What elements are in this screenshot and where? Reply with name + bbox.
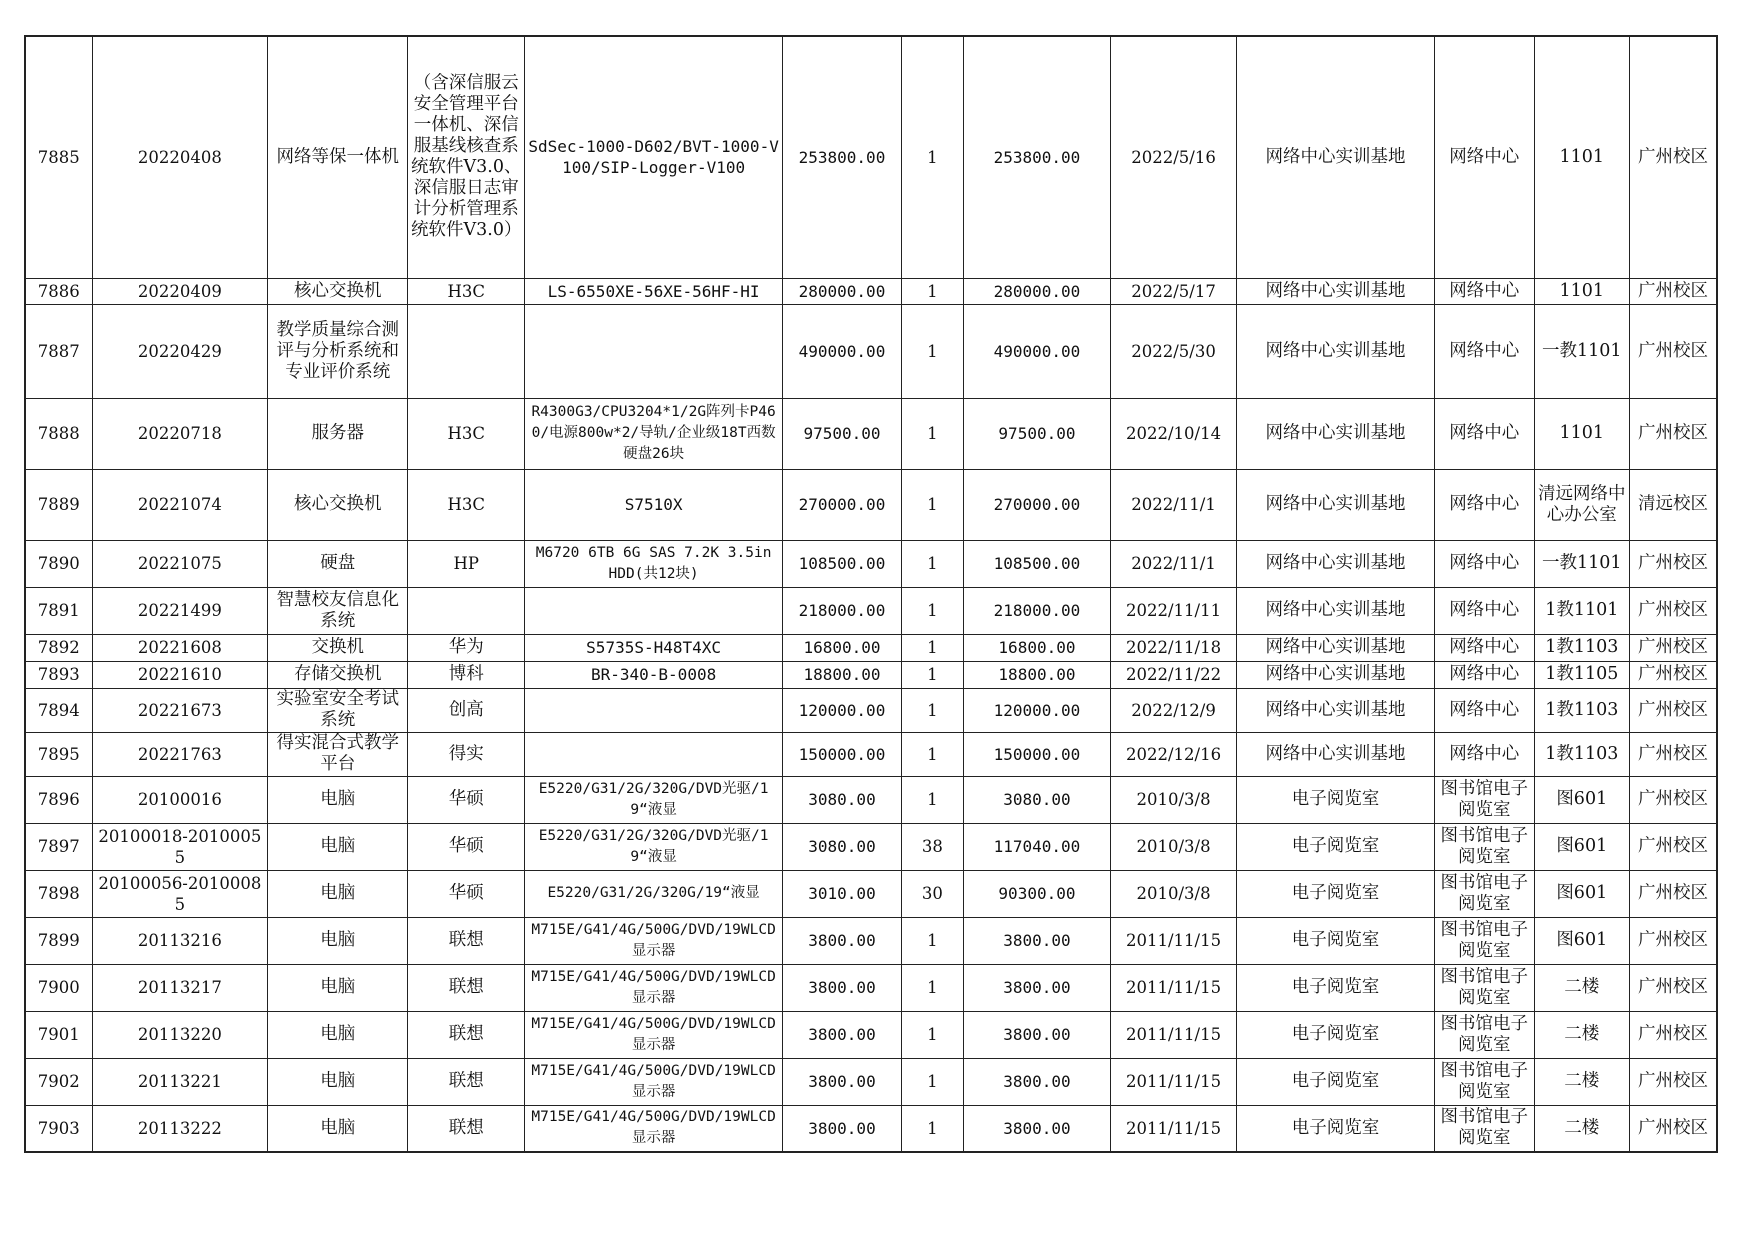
cell-qty: 1 [901,732,963,776]
cell-date: 2022/11/11 [1111,587,1237,634]
cell-no: 7900 [25,964,92,1011]
cell-price: 3800.00 [783,917,902,964]
cell-model: LS-6550XE-56XE-56HF-HI [525,278,783,304]
cell-date: 2011/11/15 [1111,917,1237,964]
asset-register-page [24,35,1718,1153]
cell-location: 网络中心实训基地 [1237,469,1435,540]
cell-date: 2011/11/15 [1111,1058,1237,1105]
cell-qty: 30 [901,870,963,917]
cell-dept: 网络中心 [1435,634,1535,661]
cell-location: 网络中心实训基地 [1237,36,1435,278]
cell-room: 二楼 [1534,964,1629,1011]
cell-asset-id: 20113222 [92,1105,268,1152]
cell-qty: 1 [901,1058,963,1105]
cell-date: 2022/10/14 [1111,398,1237,469]
cell-location: 网络中心实训基地 [1237,278,1435,304]
cell-asset-id: 20221499 [92,587,268,634]
cell-campus: 广州校区 [1630,398,1718,469]
cell-brand: 华为 [408,634,525,661]
cell-price: 253800.00 [783,36,902,278]
cell-amount: 117040.00 [963,823,1110,870]
cell-no: 7893 [25,661,92,688]
cell-brand: 联想 [408,1011,525,1058]
cell-qty: 1 [901,688,963,732]
table-row [25,661,1717,688]
cell-dept: 网络中心 [1435,304,1535,398]
table-row [25,1105,1717,1152]
cell-campus: 广州校区 [1630,587,1718,634]
cell-no: 7888 [25,398,92,469]
cell-brand: 华硕 [408,776,525,823]
cell-asset-id: 20220429 [92,304,268,398]
cell-name: 智慧校友信息化系统 [268,587,408,634]
cell-brand: 得实 [408,732,525,776]
cell-model: E5220/G31/2G/320G/DVD光驱/19“液显 [525,776,783,823]
cell-model [525,587,783,634]
cell-brand: 华硕 [408,823,525,870]
cell-no: 7895 [25,732,92,776]
cell-no: 7902 [25,1058,92,1105]
cell-brand: 联想 [408,1105,525,1152]
cell-price: 3800.00 [783,1105,902,1152]
cell-model: S5735S-H48T4XC [525,634,783,661]
cell-dept: 网络中心 [1435,587,1535,634]
cell-name: 电脑 [268,823,408,870]
cell-asset-id: 20220718 [92,398,268,469]
cell-room: 1教1103 [1534,688,1629,732]
cell-location: 电子阅览室 [1237,776,1435,823]
cell-room: 清远网络中心办公室 [1534,469,1629,540]
cell-brand: H3C [408,469,525,540]
cell-no: 7894 [25,688,92,732]
cell-brand [408,587,525,634]
cell-location: 网络中心实训基地 [1237,688,1435,732]
cell-price: 3800.00 [783,964,902,1011]
cell-campus: 广州校区 [1630,917,1718,964]
cell-price: 108500.00 [783,540,902,587]
cell-room: 一教1101 [1534,304,1629,398]
cell-date: 2022/5/16 [1111,36,1237,278]
cell-room: 1教1103 [1534,732,1629,776]
cell-no: 7892 [25,634,92,661]
cell-location: 电子阅览室 [1237,823,1435,870]
cell-campus: 清远校区 [1630,469,1718,540]
cell-location: 网络中心实训基地 [1237,634,1435,661]
cell-qty: 1 [901,964,963,1011]
cell-dept: 图书馆电子阅览室 [1435,917,1535,964]
cell-no: 7901 [25,1011,92,1058]
cell-price: 16800.00 [783,634,902,661]
table-row [25,776,1717,823]
table-row [25,870,1717,917]
cell-asset-id: 20113217 [92,964,268,1011]
cell-campus: 广州校区 [1630,1011,1718,1058]
cell-campus: 广州校区 [1630,36,1718,278]
cell-price: 280000.00 [783,278,902,304]
cell-date: 2022/11/18 [1111,634,1237,661]
cell-no: 7899 [25,917,92,964]
cell-price: 120000.00 [783,688,902,732]
cell-amount: 3800.00 [963,1011,1110,1058]
cell-asset-id: 20220408 [92,36,268,278]
cell-asset-id: 20221075 [92,540,268,587]
cell-qty: 1 [901,398,963,469]
cell-no: 7897 [25,823,92,870]
cell-amount: 150000.00 [963,732,1110,776]
table-row [25,634,1717,661]
cell-location: 网络中心实训基地 [1237,398,1435,469]
cell-room: 1101 [1534,36,1629,278]
table-row [25,398,1717,469]
cell-model: M715E/G41/4G/500G/DVD/19WLCD显示器 [525,1011,783,1058]
cell-no: 7886 [25,278,92,304]
cell-no: 7887 [25,304,92,398]
cell-amount: 280000.00 [963,278,1110,304]
cell-dept: 图书馆电子阅览室 [1435,870,1535,917]
cell-asset-id: 20100056-20100085 [92,870,268,917]
cell-no: 7903 [25,1105,92,1152]
cell-model: R4300G3/CPU3204*1/2G阵列卡P460/电源800w*2/导轨/企业级18T西数硬盘26块 [525,398,783,469]
cell-no: 7889 [25,469,92,540]
cell-brand: 创高 [408,688,525,732]
cell-model [525,732,783,776]
table-row [25,1011,1717,1058]
cell-model [525,688,783,732]
cell-model: M715E/G41/4G/500G/DVD/19WLCD显示器 [525,1058,783,1105]
cell-campus: 广州校区 [1630,732,1718,776]
cell-qty: 1 [901,304,963,398]
cell-date: 2022/11/1 [1111,469,1237,540]
cell-campus: 广州校区 [1630,634,1718,661]
cell-location: 电子阅览室 [1237,1011,1435,1058]
cell-amount: 490000.00 [963,304,1110,398]
table-row [25,36,1717,278]
cell-price: 3080.00 [783,823,902,870]
cell-name: 服务器 [268,398,408,469]
cell-location: 网络中心实训基地 [1237,661,1435,688]
cell-location: 电子阅览室 [1237,1105,1435,1152]
cell-campus: 广州校区 [1630,278,1718,304]
cell-model: E5220/G31/2G/320G/DVD光驱/19“液显 [525,823,783,870]
cell-name: 教学质量综合测评与分析系统和专业评价系统 [268,304,408,398]
cell-room: 1教1103 [1534,634,1629,661]
cell-price: 270000.00 [783,469,902,540]
cell-room: 1101 [1534,278,1629,304]
cell-amount: 3800.00 [963,1058,1110,1105]
cell-room: 一教1101 [1534,540,1629,587]
cell-qty: 1 [901,540,963,587]
cell-dept: 网络中心 [1435,398,1535,469]
asset-table-body [25,36,1717,1152]
cell-date: 2011/11/15 [1111,1105,1237,1152]
cell-no: 7890 [25,540,92,587]
cell-amount: 120000.00 [963,688,1110,732]
cell-campus: 广州校区 [1630,540,1718,587]
cell-date: 2010/3/8 [1111,870,1237,917]
cell-location: 网络中心实训基地 [1237,304,1435,398]
cell-brand: 联想 [408,1058,525,1105]
cell-brand: （含深信服云安全管理平台一体机、深信服基线核查系统软件V3.0、深信服日志审计分析管理系统软件V3.0） [408,36,525,278]
cell-campus: 广州校区 [1630,964,1718,1011]
cell-qty: 1 [901,634,963,661]
cell-model: M715E/G41/4G/500G/DVD/19WLCD显示器 [525,1105,783,1152]
cell-model: M6720 6TB 6G SAS 7.2K 3.5in HDD(共12块) [525,540,783,587]
cell-model: M715E/G41/4G/500G/DVD/19WLCD显示器 [525,917,783,964]
cell-room: 二楼 [1534,1058,1629,1105]
cell-brand: 联想 [408,917,525,964]
cell-name: 核心交换机 [268,469,408,540]
cell-asset-id: 20113216 [92,917,268,964]
cell-campus: 广州校区 [1630,823,1718,870]
cell-dept: 网络中心 [1435,278,1535,304]
cell-campus: 广州校区 [1630,870,1718,917]
cell-location: 电子阅览室 [1237,964,1435,1011]
table-row [25,278,1717,304]
cell-dept: 图书馆电子阅览室 [1435,964,1535,1011]
cell-qty: 1 [901,1011,963,1058]
cell-amount: 3800.00 [963,1105,1110,1152]
cell-amount: 108500.00 [963,540,1110,587]
table-row [25,688,1717,732]
cell-qty: 1 [901,278,963,304]
cell-room: 1101 [1534,398,1629,469]
cell-room: 图601 [1534,870,1629,917]
cell-date: 2010/3/8 [1111,776,1237,823]
cell-name: 得实混合式教学平台 [268,732,408,776]
cell-asset-id: 20221074 [92,469,268,540]
cell-room: 1教1105 [1534,661,1629,688]
cell-model: M715E/G41/4G/500G/DVD/19WLCD显示器 [525,964,783,1011]
cell-name: 电脑 [268,917,408,964]
table-row [25,587,1717,634]
cell-asset-id: 20221610 [92,661,268,688]
cell-amount: 218000.00 [963,587,1110,634]
cell-qty: 1 [901,917,963,964]
cell-asset-id: 20100018-20100055 [92,823,268,870]
table-row [25,1058,1717,1105]
cell-no: 7885 [25,36,92,278]
cell-room: 二楼 [1534,1105,1629,1152]
cell-price: 218000.00 [783,587,902,634]
cell-brand: 博科 [408,661,525,688]
cell-campus: 广州校区 [1630,688,1718,732]
cell-no: 7896 [25,776,92,823]
table-row [25,304,1717,398]
cell-dept: 网络中心 [1435,732,1535,776]
cell-amount: 97500.00 [963,398,1110,469]
cell-location: 网络中心实训基地 [1237,587,1435,634]
table-row [25,732,1717,776]
cell-qty: 1 [901,587,963,634]
cell-room: 图601 [1534,823,1629,870]
cell-qty: 1 [901,36,963,278]
cell-amount: 253800.00 [963,36,1110,278]
cell-location: 网络中心实训基地 [1237,540,1435,587]
cell-brand: HP [408,540,525,587]
cell-qty: 1 [901,1105,963,1152]
cell-price: 150000.00 [783,732,902,776]
cell-date: 2022/5/30 [1111,304,1237,398]
cell-price: 490000.00 [783,304,902,398]
table-row [25,469,1717,540]
table-row [25,964,1717,1011]
cell-name: 网络等保一体机 [268,36,408,278]
cell-asset-id: 20113220 [92,1011,268,1058]
cell-brand: H3C [408,398,525,469]
cell-amount: 90300.00 [963,870,1110,917]
cell-asset-id: 20100016 [92,776,268,823]
cell-name: 核心交换机 [268,278,408,304]
cell-qty: 38 [901,823,963,870]
cell-location: 电子阅览室 [1237,1058,1435,1105]
cell-room: 1教1101 [1534,587,1629,634]
cell-asset-id: 20221673 [92,688,268,732]
table-row [25,917,1717,964]
cell-name: 电脑 [268,776,408,823]
cell-amount: 16800.00 [963,634,1110,661]
cell-amount: 3080.00 [963,776,1110,823]
cell-date: 2022/12/9 [1111,688,1237,732]
cell-asset-id: 20221608 [92,634,268,661]
cell-name: 电脑 [268,1011,408,1058]
cell-dept: 网络中心 [1435,688,1535,732]
table-row [25,540,1717,587]
cell-campus: 广州校区 [1630,776,1718,823]
cell-date: 2022/11/1 [1111,540,1237,587]
cell-name: 电脑 [268,870,408,917]
cell-dept: 网络中心 [1435,540,1535,587]
cell-room: 图601 [1534,917,1629,964]
cell-amount: 18800.00 [963,661,1110,688]
cell-campus: 广州校区 [1630,1105,1718,1152]
cell-dept: 网络中心 [1435,469,1535,540]
cell-model: S7510X [525,469,783,540]
cell-qty: 1 [901,776,963,823]
cell-price: 18800.00 [783,661,902,688]
cell-brand [408,304,525,398]
cell-dept: 图书馆电子阅览室 [1435,823,1535,870]
cell-date: 2022/12/16 [1111,732,1237,776]
cell-dept: 图书馆电子阅览室 [1435,776,1535,823]
cell-no: 7891 [25,587,92,634]
cell-room: 二楼 [1534,1011,1629,1058]
cell-price: 3800.00 [783,1011,902,1058]
cell-date: 2022/11/22 [1111,661,1237,688]
table-row [25,823,1717,870]
cell-name: 硬盘 [268,540,408,587]
cell-date: 2011/11/15 [1111,964,1237,1011]
cell-name: 电脑 [268,1058,408,1105]
cell-amount: 3800.00 [963,964,1110,1011]
cell-amount: 3800.00 [963,917,1110,964]
cell-model: E5220/G31/2G/320G/19“液显 [525,870,783,917]
cell-dept: 图书馆电子阅览室 [1435,1011,1535,1058]
cell-name: 电脑 [268,964,408,1011]
cell-campus: 广州校区 [1630,304,1718,398]
cell-name: 实验室安全考试系统 [268,688,408,732]
cell-dept: 图书馆电子阅览室 [1435,1058,1535,1105]
cell-model [525,304,783,398]
cell-name: 电脑 [268,1105,408,1152]
cell-qty: 1 [901,661,963,688]
cell-brand: 联想 [408,964,525,1011]
cell-asset-id: 20113221 [92,1058,268,1105]
cell-date: 2011/11/15 [1111,1011,1237,1058]
cell-asset-id: 20220409 [92,278,268,304]
cell-dept: 网络中心 [1435,661,1535,688]
cell-brand: 华硕 [408,870,525,917]
cell-campus: 广州校区 [1630,1058,1718,1105]
cell-qty: 1 [901,469,963,540]
cell-price: 97500.00 [783,398,902,469]
cell-no: 7898 [25,870,92,917]
cell-campus: 广州校区 [1630,661,1718,688]
cell-location: 电子阅览室 [1237,917,1435,964]
cell-dept: 网络中心 [1435,36,1535,278]
cell-room: 图601 [1534,776,1629,823]
cell-dept: 图书馆电子阅览室 [1435,1105,1535,1152]
cell-asset-id: 20221763 [92,732,268,776]
cell-model: SdSec-1000-D602/BVT-1000-V100/SIP-Logger-V100 [525,36,783,278]
cell-location: 网络中心实训基地 [1237,732,1435,776]
cell-location: 电子阅览室 [1237,870,1435,917]
cell-model: BR-340-B-0008 [525,661,783,688]
cell-price: 3800.00 [783,1058,902,1105]
cell-price: 3010.00 [783,870,902,917]
cell-amount: 270000.00 [963,469,1110,540]
cell-name: 交换机 [268,634,408,661]
cell-date: 2022/5/17 [1111,278,1237,304]
asset-table [24,35,1718,1153]
cell-price: 3080.00 [783,776,902,823]
cell-name: 存储交换机 [268,661,408,688]
cell-date: 2010/3/8 [1111,823,1237,870]
cell-brand: H3C [408,278,525,304]
